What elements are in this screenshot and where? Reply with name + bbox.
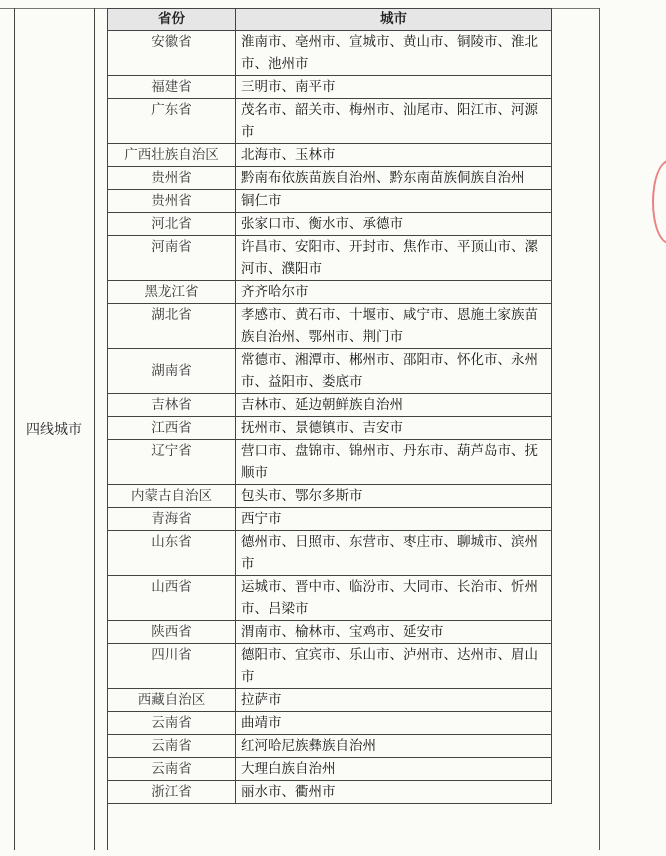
- red-seal-stamp: [652, 160, 666, 244]
- province-cell: 山西省: [108, 576, 236, 621]
- table-row: [108, 144, 552, 167]
- table-row: [108, 689, 552, 712]
- cities-cell: 北海市、玉林市: [236, 144, 552, 167]
- cities-cell: 包头市、鄂尔多斯市: [236, 485, 552, 508]
- table-row: [108, 621, 552, 644]
- table-row: [108, 781, 552, 804]
- cities-cell: 孝感市、黄石市、十堰市、咸宁市、恩施土家族苗族自治州、鄂州市、荆门市: [236, 304, 552, 349]
- cities-cell: 许昌市、安阳市、开封市、焦作市、平顶山市、漯河市、濮阳市: [236, 236, 552, 281]
- cities-cell: 常德市、湘潭市、郴州市、邵阳市、怀化市、永州市、益阳市、娄底市: [236, 349, 552, 394]
- cities-cell: 红河哈尼族彝族自治州: [236, 735, 552, 758]
- cities-cell: 拉萨市: [236, 689, 552, 712]
- province-cell: 河南省: [108, 236, 236, 281]
- province-cell: 贵州省: [108, 167, 236, 190]
- cities-cell: 德州市、日照市、东营市、枣庄市、聊城市、滨州市: [236, 531, 552, 576]
- province-cell: 湖南省: [108, 349, 236, 394]
- province-cell: 陕西省: [108, 621, 236, 644]
- cities-cell: 德阳市、宜宾市、乐山市、泸州市、达州市、眉山市: [236, 644, 552, 689]
- cities-cell: 大理白族自治州: [236, 758, 552, 781]
- table-row: [108, 508, 552, 531]
- table-row: [108, 440, 552, 485]
- table-row: [108, 531, 552, 576]
- province-cell: 吉林省: [108, 394, 236, 417]
- cities-cell: 三明市、南平市: [236, 76, 552, 99]
- cities-cell: 西宁市: [236, 508, 552, 531]
- province-cell: 黑龙江省: [108, 281, 236, 304]
- cities-cell: 营口市、盘锦市、锦州市、丹东市、葫芦岛市、抚顺市: [236, 440, 552, 485]
- cities-cell: 渭南市、榆林市、宝鸡市、延安市: [236, 621, 552, 644]
- province-cell: 安徽省: [108, 31, 236, 76]
- tier-cell: [14, 8, 95, 850]
- table-row: [108, 485, 552, 508]
- province-cell: 西藏自治区: [108, 689, 236, 712]
- cities-cell: 抚州市、景德镇市、吉安市: [236, 417, 552, 440]
- cities-cell: 吉林市、延边朝鲜族自治州: [236, 394, 552, 417]
- table-row: [108, 76, 552, 99]
- header-city: 城市: [236, 9, 552, 31]
- cities-cell: 铜仁市: [236, 190, 552, 213]
- table-row: [108, 417, 552, 440]
- table-row: [108, 349, 552, 394]
- city-table: [107, 8, 552, 804]
- cities-cell: 淮南市、亳州市、宣城市、黄山市、铜陵市、淮北市、池州市: [236, 31, 552, 76]
- cities-cell: 茂名市、韶关市、梅州市、汕尾市、阳江市、河源市: [236, 99, 552, 144]
- table-row: [108, 712, 552, 735]
- province-cell: 内蒙古自治区: [108, 485, 236, 508]
- table-row: [108, 31, 552, 76]
- table-row: [108, 190, 552, 213]
- cities-cell: 曲靖市: [236, 712, 552, 735]
- table-row: [108, 236, 552, 281]
- cities-cell: 张家口市、衡水市、承德市: [236, 213, 552, 236]
- table-row: [108, 99, 552, 144]
- province-cell: 湖北省: [108, 304, 236, 349]
- province-cell: 浙江省: [108, 781, 236, 804]
- province-cell: 河北省: [108, 213, 236, 236]
- province-cell: 云南省: [108, 735, 236, 758]
- province-cell: 云南省: [108, 712, 236, 735]
- province-cell: 山东省: [108, 531, 236, 576]
- table-row: [108, 758, 552, 781]
- table-header-row: [108, 9, 552, 31]
- province-cell: 广东省: [108, 99, 236, 144]
- table-row: [108, 735, 552, 758]
- province-cell: 福建省: [108, 76, 236, 99]
- province-cell: 江西省: [108, 417, 236, 440]
- province-cell: 贵州省: [108, 190, 236, 213]
- cities-cell: 丽水市、衢州市: [236, 781, 552, 804]
- table-row: [108, 167, 552, 190]
- table-row: [108, 644, 552, 689]
- table-row: [108, 576, 552, 621]
- cities-cell: 黔南布依族苗族自治州、黔东南苗族侗族自治州: [236, 167, 552, 190]
- table-row: [108, 304, 552, 349]
- header-province: 省份: [108, 9, 236, 31]
- right-margin-line: [599, 8, 600, 850]
- tier-label: 四线城市: [26, 422, 82, 438]
- province-cell: 云南省: [108, 758, 236, 781]
- table-row: [108, 213, 552, 236]
- cities-cell: 运城市、晋中市、临汾市、大同市、长治市、忻州市、吕梁市: [236, 576, 552, 621]
- cities-cell: 齐齐哈尔市: [236, 281, 552, 304]
- table-row: [108, 281, 552, 304]
- province-cell: 四川省: [108, 644, 236, 689]
- table-row: [108, 394, 552, 417]
- province-cell: 青海省: [108, 508, 236, 531]
- province-cell: 辽宁省: [108, 440, 236, 485]
- province-cell: 广西壮族自治区: [108, 144, 236, 167]
